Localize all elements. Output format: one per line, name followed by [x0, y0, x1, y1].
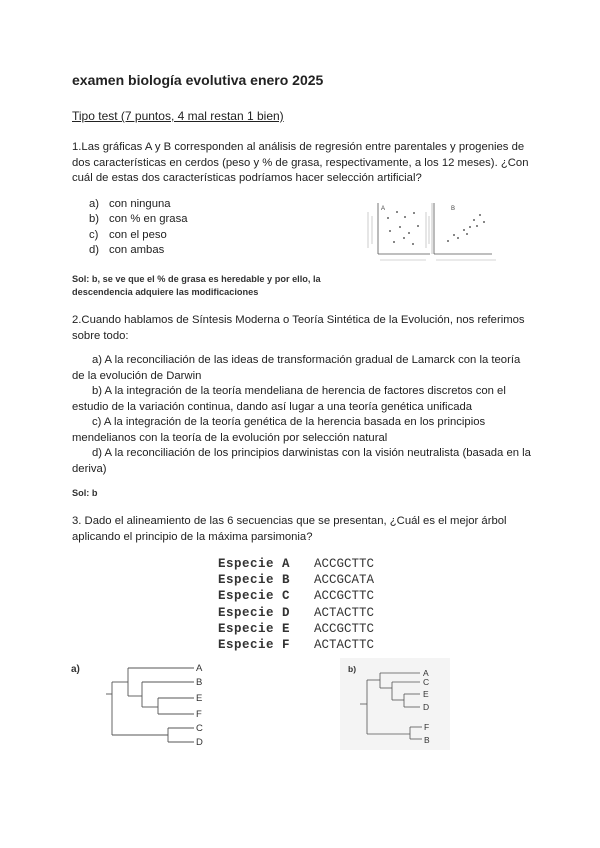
tree-b — [340, 658, 450, 750]
question-line: sobre todo: — [72, 329, 129, 342]
sequence: ACCGCATA — [314, 573, 375, 588]
option-d — [89, 243, 188, 258]
option-a — [89, 197, 188, 212]
sequence-row — [218, 605, 374, 621]
question-line: dos características en cerdos (peso y % de grasa, respectivamente, a los 12 meses). ¿Con — [72, 156, 529, 169]
tree-b-leaf: A — [423, 668, 429, 678]
tree-a-leaf: C — [196, 723, 203, 734]
option-c-line2: mendelianos con la teoría de la evolución por selección natural — [72, 431, 388, 444]
tree-a-label: a) — [71, 664, 80, 675]
question-1-text — [72, 140, 542, 187]
exam-title: examen biología evolutiva enero 2025 — [72, 72, 324, 88]
graph-a — [368, 203, 430, 260]
tree-b-leaf: C — [423, 677, 430, 687]
tree-b-background — [340, 658, 450, 750]
tree-b-leaf: E — [423, 689, 429, 699]
tree-b-label: b) — [348, 664, 357, 674]
question-line: aplicando el principio de la máxima parsimonia? — [72, 530, 313, 543]
sequence: ACTACTTC — [314, 605, 375, 620]
tree-a-leaf: B — [196, 677, 203, 688]
species-name: Especie C — [218, 589, 291, 604]
solution-line: descendencia adquiere las modificaciones — [72, 287, 259, 297]
sequence-row — [218, 588, 374, 604]
question-1-options — [89, 197, 188, 258]
sequence-row — [218, 621, 374, 637]
graph-a-label: A — [381, 206, 386, 212]
option-b-line1: b) A la integración de la teoría mendeliana de herencia de factores discretos con el — [92, 385, 506, 397]
option-c — [89, 228, 188, 243]
option-b-line2: estudio de la variación continua, dando así lugar a una teoría genética unificada — [72, 400, 473, 413]
option-text: con ninguna — [109, 198, 171, 210]
option-a-line1: a) A la reconciliación de las ideas de transformación gradual de Lamarck con la teoría — [92, 354, 521, 366]
option-letter: d) — [89, 243, 100, 256]
option-d-line2: deriva) — [72, 462, 107, 475]
tree-a-leaf: E — [196, 693, 203, 704]
question-line: 2.Cuando hablamos de Síntesis Moderna o Teoría Sintética de la Evolución, nos referimos — [72, 314, 525, 326]
graph-b — [426, 203, 496, 260]
tree-a-leaf: F — [196, 709, 202, 720]
species-name: Especie E — [218, 621, 291, 636]
tree-a — [68, 660, 218, 754]
species-name: Especie D — [218, 605, 291, 620]
tree-a-leaf: D — [196, 737, 203, 748]
sequence: ACCGCTTC — [314, 589, 375, 604]
sequence-row — [218, 556, 374, 572]
sequence-row — [218, 572, 374, 588]
species-name: Especie B — [218, 573, 291, 588]
sequence: ACCGCTTC — [314, 621, 375, 636]
tree-a-branches — [106, 668, 194, 742]
question-line: cuál de estas dos características podríamos hacer selección artificial? — [72, 172, 422, 184]
sequence: ACCGCTTC — [314, 557, 375, 572]
option-letter: a) — [89, 198, 100, 210]
option-text: con ambas — [109, 243, 165, 256]
question-2-solution: Sol: b — [72, 488, 98, 498]
sequence: ACTACTTC — [314, 638, 375, 653]
regression-graphs-figure — [364, 200, 500, 268]
tree-b-leaf: F — [424, 722, 430, 732]
tree-b-leaf: B — [424, 735, 430, 745]
option-d-line1: d) A la reconciliación de los principios darwinistas con la visión neutralista (basada en la — [92, 447, 531, 459]
option-letter: b) — [89, 213, 100, 226]
option-text: con % en grasa — [109, 213, 188, 226]
tree-a-leaf: A — [196, 663, 203, 674]
tree-b-leaf: D — [423, 702, 430, 712]
option-b — [89, 212, 188, 227]
solution-line: Sol: b, se ve que el % de grasa es heredable y por ello, la — [72, 274, 321, 284]
option-letter: c) — [89, 228, 99, 241]
section-heading: Tipo test (7 puntos, 4 mal restan 1 bien) — [72, 109, 284, 123]
question-line: 3. Dado el alineamiento de las 6 secuencias que se presentan, ¿Cuál es el mejor árbol — [72, 515, 507, 527]
question-2-text — [72, 313, 542, 344]
question-2-options — [72, 353, 542, 477]
option-text: con el peso — [109, 228, 167, 241]
sequence-row — [218, 637, 374, 653]
sequence-alignment — [218, 556, 374, 653]
question-3-text — [72, 514, 542, 545]
option-c-line1: c) A la integración de la teoría genética de la herencia basada en los principios — [92, 416, 486, 428]
species-name: Especie A — [218, 557, 291, 572]
species-name: Especie F — [218, 638, 291, 653]
question-1-solution — [72, 273, 321, 299]
option-a-line2: de la evolución de Darwin — [72, 369, 202, 382]
graph-b-label: B — [451, 206, 456, 212]
question-line: 1.Las gráficas A y B corresponden al análisis de regresión entre parentales y progenies de — [72, 141, 525, 153]
